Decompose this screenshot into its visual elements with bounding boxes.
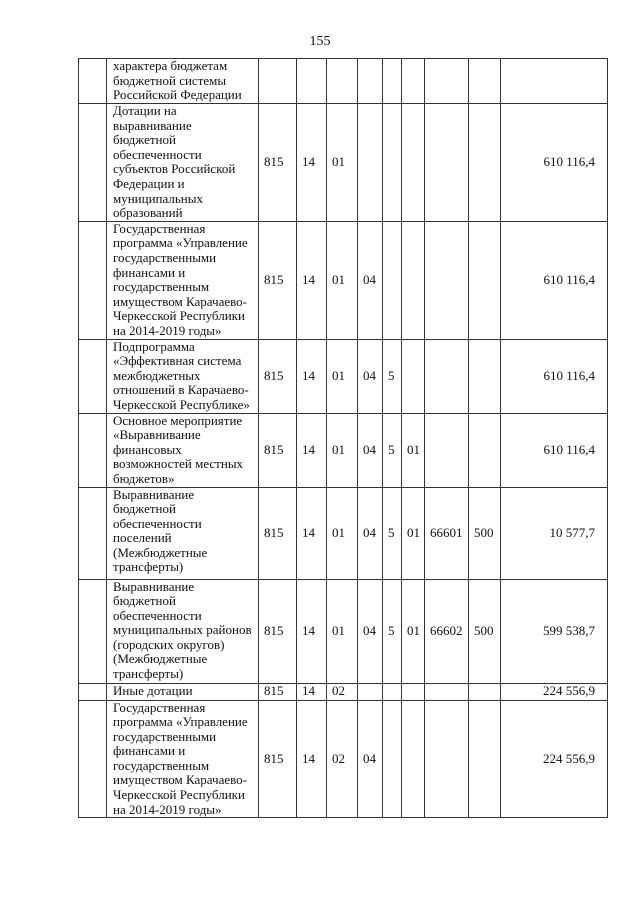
amount: 224 556,9 (501, 700, 608, 818)
expense-type-code (469, 339, 501, 413)
subprogram-code: 5 (383, 487, 402, 579)
row-name: Выравнивание бюджетной обеспеченности поселений (Межбюджетные трансферты) (107, 487, 259, 579)
ministry-code: 815 (259, 683, 297, 700)
ministry-code: 815 (259, 104, 297, 222)
subprogram-code (383, 683, 402, 700)
ministry-code: 815 (259, 221, 297, 339)
subsection-code: 01 (327, 339, 358, 413)
section-code: 14 (297, 579, 327, 683)
expense-type-code: 500 (469, 579, 501, 683)
subsection-code: 02 (327, 683, 358, 700)
direction-code (425, 413, 469, 487)
direction-code (425, 221, 469, 339)
row-name: Подпрограмма «Эффективная система межбюджетных отношений в Карачаево-Черкесской Республике» (107, 339, 259, 413)
row-margin-cell (79, 104, 107, 222)
expense-type-code (469, 700, 501, 818)
ministry-code: 815 (259, 413, 297, 487)
amount: 599 538,7 (501, 579, 608, 683)
row-margin-cell (79, 579, 107, 683)
row-name: Основное мероприятие «Выравнивание финансовых возможностей местных бюджетов» (107, 413, 259, 487)
row-margin-cell (79, 221, 107, 339)
row-margin-cell (79, 487, 107, 579)
subsection-code: 02 (327, 700, 358, 818)
table-row (79, 700, 608, 818)
event-code (402, 221, 425, 339)
program-code: 04 (358, 579, 383, 683)
row-name: Иные дотации (107, 683, 259, 700)
subprogram-code (383, 221, 402, 339)
subprogram-code (383, 700, 402, 818)
table-row (79, 59, 608, 104)
ministry-code: 815 (259, 487, 297, 579)
subsection-code (327, 59, 358, 104)
event-code: 01 (402, 579, 425, 683)
event-code (402, 104, 425, 222)
amount: 610 116,4 (501, 104, 608, 222)
row-name: Государственная программа «Управление государственными финансами и государственным имуществом Карачаево-Черкесской Республики на 2014-2019 годы» (107, 700, 259, 818)
direction-code (425, 700, 469, 818)
direction-code (425, 104, 469, 222)
expense-type-code (469, 104, 501, 222)
expense-type-code (469, 683, 501, 700)
section-code (297, 59, 327, 104)
ministry-code: 815 (259, 579, 297, 683)
amount: 610 116,4 (501, 339, 608, 413)
table-row (79, 339, 608, 413)
row-name: характера бюджетам бюджетной системы Российской Федерации (107, 59, 259, 104)
event-code (402, 700, 425, 818)
subsection-code: 01 (327, 221, 358, 339)
amount: 610 116,4 (501, 413, 608, 487)
table-row (79, 487, 608, 579)
table-row (79, 221, 608, 339)
event-code (402, 683, 425, 700)
program-code (358, 104, 383, 222)
subsection-code: 01 (327, 487, 358, 579)
ministry-code (259, 59, 297, 104)
row-margin-cell (79, 59, 107, 104)
section-code: 14 (297, 487, 327, 579)
section-code: 14 (297, 683, 327, 700)
direction-code (425, 59, 469, 104)
expense-type-code (469, 221, 501, 339)
program-code: 04 (358, 487, 383, 579)
amount: 224 556,9 (501, 683, 608, 700)
page-number: 155 (309, 34, 331, 49)
direction-code: 66602 (425, 579, 469, 683)
budget-table (78, 58, 608, 818)
subsection-code: 01 (327, 413, 358, 487)
program-code: 04 (358, 413, 383, 487)
amount (501, 59, 608, 104)
subprogram-code: 5 (383, 339, 402, 413)
event-code: 01 (402, 413, 425, 487)
ministry-code: 815 (259, 700, 297, 818)
table-row (79, 104, 608, 222)
program-code: 04 (358, 339, 383, 413)
row-margin-cell (79, 700, 107, 818)
subsection-code: 01 (327, 104, 358, 222)
section-code: 14 (297, 339, 327, 413)
expense-type-code (469, 413, 501, 487)
program-code: 04 (358, 221, 383, 339)
amount: 610 116,4 (501, 221, 608, 339)
direction-code (425, 339, 469, 413)
row-name: Дотации на выравнивание бюджетной обеспеченности субъектов Российской Федерации и муниципальных образований (107, 104, 259, 222)
direction-code (425, 683, 469, 700)
row-margin-cell (79, 339, 107, 413)
table-row (79, 413, 608, 487)
subsection-code: 01 (327, 579, 358, 683)
program-code (358, 683, 383, 700)
row-name: Выравнивание бюджетной обеспеченности муниципальных районов (городских округов) (Межбюджетные трансферты) (107, 579, 259, 683)
ministry-code: 815 (259, 339, 297, 413)
section-code: 14 (297, 700, 327, 818)
expense-type-code: 500 (469, 487, 501, 579)
subprogram-code (383, 59, 402, 104)
amount: 10 577,7 (501, 487, 608, 579)
program-code: 04 (358, 700, 383, 818)
row-margin-cell (79, 413, 107, 487)
table-row (79, 579, 608, 683)
event-code: 01 (402, 487, 425, 579)
subprogram-code: 5 (383, 413, 402, 487)
row-margin-cell (79, 683, 107, 700)
subprogram-code: 5 (383, 579, 402, 683)
event-code (402, 339, 425, 413)
program-code (358, 59, 383, 104)
section-code: 14 (297, 413, 327, 487)
section-code: 14 (297, 104, 327, 222)
section-code: 14 (297, 221, 327, 339)
row-name: Государственная программа «Управление государственными финансами и государственным имуществом Карачаево-Черкесской Республики на 2014-2019 годы» (107, 221, 259, 339)
subprogram-code (383, 104, 402, 222)
direction-code: 66601 (425, 487, 469, 579)
event-code (402, 59, 425, 104)
expense-type-code (469, 59, 501, 104)
table-row (79, 683, 608, 700)
